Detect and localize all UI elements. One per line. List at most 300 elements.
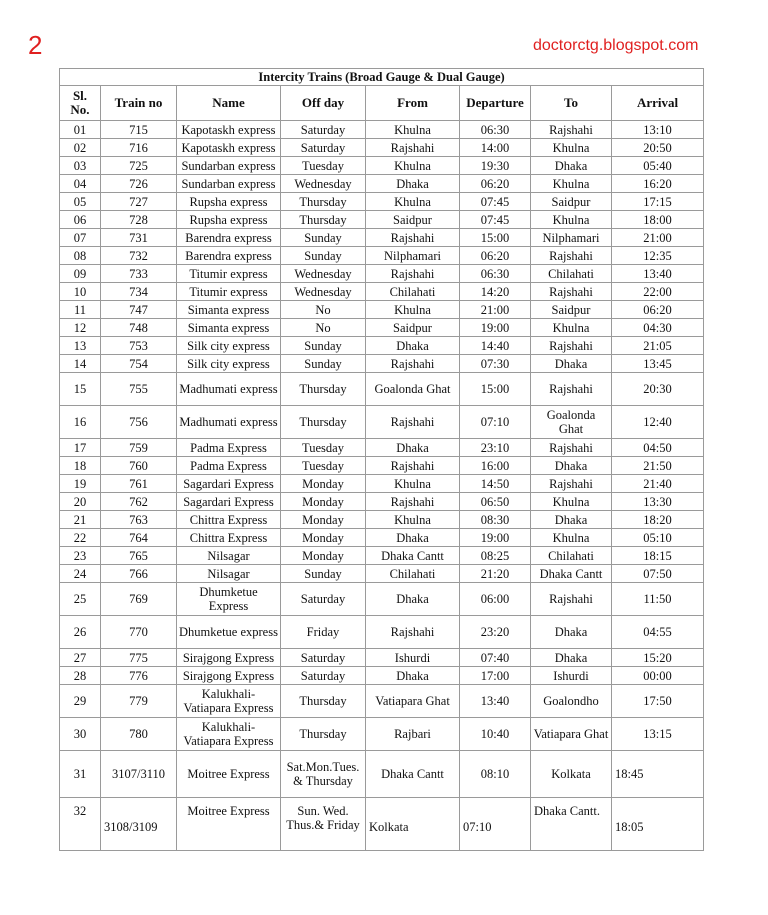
cell-sl: 09 [60, 265, 101, 283]
cell-departure: 19:30 [460, 157, 531, 175]
cell-from: Khulna [366, 157, 460, 175]
cell-arrival: 20:50 [612, 139, 704, 157]
cell-to: Dhaka [531, 457, 612, 475]
cell-departure: 06:20 [460, 175, 531, 193]
site-watermark: doctorctg.blogspot.com [533, 37, 699, 54]
table-row [60, 565, 704, 583]
cell-name: Kapotaskh express [177, 121, 281, 139]
cell-name: Sagardari Express [177, 493, 281, 511]
cell-arrival: 18:20 [612, 511, 704, 529]
cell-off-day: Thursday [281, 373, 366, 406]
cell-to: Chilahati [531, 547, 612, 565]
cell-name: Barendra express [177, 247, 281, 265]
cell-train-no: 3107/3110 [101, 751, 177, 798]
cell-departure: 06:30 [460, 265, 531, 283]
cell-to: Chilahati [531, 265, 612, 283]
cell-to: Dhaka [531, 157, 612, 175]
cell-from: Kolkata [366, 798, 460, 851]
cell-arrival: 17:15 [612, 193, 704, 211]
cell-sl: 24 [60, 565, 101, 583]
cell-arrival: 20:30 [612, 373, 704, 406]
cell-train-no: 762 [101, 493, 177, 511]
table-row [60, 301, 704, 319]
cell-from: Dhaka Cantt [366, 547, 460, 565]
cell-train-no: 775 [101, 649, 177, 667]
cell-departure: 06:20 [460, 247, 531, 265]
cell-departure: 08:10 [460, 751, 531, 798]
cell-to: Rajshahi [531, 439, 612, 457]
table-row [60, 355, 704, 373]
cell-off-day: Saturday [281, 583, 366, 616]
cell-to: Dhaka [531, 616, 612, 649]
cell-departure: 06:50 [460, 493, 531, 511]
cell-train-no: 753 [101, 337, 177, 355]
cell-from: Dhaka [366, 667, 460, 685]
cell-off-day: No [281, 319, 366, 337]
cell-from: Rajbari [366, 718, 460, 751]
cell-from: Rajshahi [366, 265, 460, 283]
cell-off-day: Monday [281, 475, 366, 493]
cell-to: Khulna [531, 139, 612, 157]
table-row [60, 457, 704, 475]
cell-sl: 02 [60, 139, 101, 157]
cell-off-day: Wednesday [281, 265, 366, 283]
cell-departure: 07:40 [460, 649, 531, 667]
cell-off-day: Saturday [281, 649, 366, 667]
cell-off-day: Wednesday [281, 283, 366, 301]
cell-name: Moitree Express [177, 798, 281, 851]
col-header-sl: Sl. No. [60, 86, 101, 121]
cell-departure: 07:45 [460, 211, 531, 229]
cell-train-no: 731 [101, 229, 177, 247]
cell-off-day: Wednesday [281, 175, 366, 193]
cell-off-day: Thursday [281, 685, 366, 718]
cell-train-no: 780 [101, 718, 177, 751]
cell-from: Ishurdi [366, 649, 460, 667]
cell-to: Dhaka [531, 355, 612, 373]
cell-train-no: 716 [101, 139, 177, 157]
cell-departure: 15:00 [460, 229, 531, 247]
cell-to: Dhaka Cantt [531, 565, 612, 583]
cell-name: Kalukhali-Vatiapara Express [177, 718, 281, 751]
cell-from: Khulna [366, 193, 460, 211]
cell-off-day: Monday [281, 547, 366, 565]
cell-departure: 08:30 [460, 511, 531, 529]
cell-train-no: 733 [101, 265, 177, 283]
cell-departure: 23:10 [460, 439, 531, 457]
cell-sl: 32 [60, 798, 101, 851]
cell-to: Goalonda Ghat [531, 406, 612, 439]
train-schedule-table [59, 68, 704, 851]
cell-train-no: 747 [101, 301, 177, 319]
cell-from: Goalonda Ghat [366, 373, 460, 406]
cell-train-no: 761 [101, 475, 177, 493]
cell-arrival: 05:10 [612, 529, 704, 547]
cell-off-day: Sunday [281, 565, 366, 583]
cell-departure: 19:00 [460, 319, 531, 337]
cell-sl: 07 [60, 229, 101, 247]
cell-from: Rajshahi [366, 355, 460, 373]
cell-to: Khulna [531, 319, 612, 337]
table-row [60, 319, 704, 337]
cell-off-day: Sunday [281, 337, 366, 355]
cell-arrival: 05:40 [612, 157, 704, 175]
cell-name: Madhumati express [177, 373, 281, 406]
cell-sl: 19 [60, 475, 101, 493]
cell-sl: 06 [60, 211, 101, 229]
cell-from: Dhaka [366, 583, 460, 616]
cell-departure: 07:30 [460, 355, 531, 373]
cell-arrival: 13:10 [612, 121, 704, 139]
cell-name: Sagardari Express [177, 475, 281, 493]
cell-sl: 21 [60, 511, 101, 529]
cell-train-no: 754 [101, 355, 177, 373]
cell-to: Dhaka [531, 511, 612, 529]
cell-from: Chilahati [366, 283, 460, 301]
cell-departure: 14:50 [460, 475, 531, 493]
cell-name: Simanta express [177, 319, 281, 337]
cell-to: Khulna [531, 493, 612, 511]
cell-off-day: Monday [281, 511, 366, 529]
cell-to: Dhaka Cantt. [531, 798, 612, 851]
cell-sl: 22 [60, 529, 101, 547]
cell-off-day: Tuesday [281, 439, 366, 457]
cell-from: Dhaka [366, 529, 460, 547]
cell-departure: 07:10 [460, 406, 531, 439]
cell-to: Dhaka [531, 649, 612, 667]
cell-departure: 15:00 [460, 373, 531, 406]
cell-arrival: 12:40 [612, 406, 704, 439]
table-row [60, 529, 704, 547]
cell-to: Kolkata [531, 751, 612, 798]
cell-off-day: Thursday [281, 718, 366, 751]
cell-train-no: 763 [101, 511, 177, 529]
cell-from: Chilahati [366, 565, 460, 583]
cell-arrival: 04:55 [612, 616, 704, 649]
cell-from: Nilphamari [366, 247, 460, 265]
cell-to: Rajshahi [531, 121, 612, 139]
table-row [60, 751, 704, 798]
cell-departure: 21:00 [460, 301, 531, 319]
cell-train-no: 760 [101, 457, 177, 475]
cell-name: Rupsha express [177, 211, 281, 229]
col-header-to: To [531, 86, 612, 121]
cell-sl: 03 [60, 157, 101, 175]
cell-off-day: Sun. Wed. Thus.& Friday [281, 798, 366, 851]
cell-from: Khulna [366, 511, 460, 529]
table-row [60, 193, 704, 211]
table-row [60, 685, 704, 718]
cell-from: Rajshahi [366, 406, 460, 439]
cell-arrival: 18:15 [612, 547, 704, 565]
cell-name: Silk city express [177, 337, 281, 355]
cell-train-no: 756 [101, 406, 177, 439]
cell-arrival: 04:50 [612, 439, 704, 457]
cell-sl: 16 [60, 406, 101, 439]
cell-sl: 04 [60, 175, 101, 193]
cell-train-no: 769 [101, 583, 177, 616]
cell-off-day: Thursday [281, 406, 366, 439]
cell-sl: 01 [60, 121, 101, 139]
cell-sl: 05 [60, 193, 101, 211]
cell-from: Saidpur [366, 319, 460, 337]
cell-arrival: 13:15 [612, 718, 704, 751]
cell-sl: 27 [60, 649, 101, 667]
cell-departure: 14:00 [460, 139, 531, 157]
cell-from: Khulna [366, 475, 460, 493]
cell-name: Kalukhali-Vatiapara Express [177, 685, 281, 718]
cell-name: Rupsha express [177, 193, 281, 211]
cell-sl: 29 [60, 685, 101, 718]
cell-name: Nilsagar [177, 547, 281, 565]
cell-train-no: 725 [101, 157, 177, 175]
cell-train-no: 734 [101, 283, 177, 301]
cell-sl: 23 [60, 547, 101, 565]
cell-sl: 18 [60, 457, 101, 475]
table-row [60, 229, 704, 247]
cell-name: Sirajgong Express [177, 649, 281, 667]
cell-to: Vatiapara Ghat [531, 718, 612, 751]
table-row [60, 718, 704, 751]
cell-from: Rajshahi [366, 139, 460, 157]
table-row [60, 373, 704, 406]
cell-arrival: 13:30 [612, 493, 704, 511]
cell-departure: 06:00 [460, 583, 531, 616]
cell-departure: 06:30 [460, 121, 531, 139]
cell-from: Dhaka [366, 439, 460, 457]
cell-name: Titumir express [177, 265, 281, 283]
cell-train-no: 3108/3109 [101, 798, 177, 851]
cell-name: Simanta express [177, 301, 281, 319]
cell-departure: 19:00 [460, 529, 531, 547]
table-row [60, 649, 704, 667]
cell-departure: 07:45 [460, 193, 531, 211]
cell-off-day: Thursday [281, 193, 366, 211]
cell-from: Khulna [366, 301, 460, 319]
cell-sl: 28 [60, 667, 101, 685]
cell-name: Sirajgong Express [177, 667, 281, 685]
cell-off-day: Thursday [281, 211, 366, 229]
cell-from: Vatiapara Ghat [366, 685, 460, 718]
cell-departure: 14:20 [460, 283, 531, 301]
cell-arrival: 17:50 [612, 685, 704, 718]
cell-arrival: 18:05 [612, 798, 704, 851]
cell-train-no: 759 [101, 439, 177, 457]
table-row [60, 283, 704, 301]
cell-name: Dhumketue express [177, 616, 281, 649]
cell-name: Titumir express [177, 283, 281, 301]
cell-sl: 12 [60, 319, 101, 337]
cell-off-day: Tuesday [281, 157, 366, 175]
cell-off-day: Monday [281, 493, 366, 511]
cell-to: Rajshahi [531, 283, 612, 301]
cell-sl: 15 [60, 373, 101, 406]
table-row [60, 547, 704, 565]
cell-to: Saidpur [531, 301, 612, 319]
table-row [60, 493, 704, 511]
cell-train-no: 779 [101, 685, 177, 718]
cell-arrival: 13:45 [612, 355, 704, 373]
cell-arrival: 18:00 [612, 211, 704, 229]
cell-to: Nilphamari [531, 229, 612, 247]
cell-name: Sundarban express [177, 157, 281, 175]
cell-name: Barendra express [177, 229, 281, 247]
cell-off-day: Sat.Mon.Tues. & Thursday [281, 751, 366, 798]
cell-arrival: 21:05 [612, 337, 704, 355]
cell-name: Moitree Express [177, 751, 281, 798]
cell-departure: 10:40 [460, 718, 531, 751]
cell-off-day: Saturday [281, 121, 366, 139]
table-row [60, 439, 704, 457]
cell-off-day: Sunday [281, 229, 366, 247]
cell-arrival: 11:50 [612, 583, 704, 616]
cell-name: Padma Express [177, 457, 281, 475]
cell-name: Sundarban express [177, 175, 281, 193]
cell-arrival: 21:00 [612, 229, 704, 247]
cell-arrival: 00:00 [612, 667, 704, 685]
cell-name: Dhumketue Express [177, 583, 281, 616]
cell-sl: 11 [60, 301, 101, 319]
table-row [60, 175, 704, 193]
cell-name: Kapotaskh express [177, 139, 281, 157]
cell-train-no: 728 [101, 211, 177, 229]
cell-off-day: Saturday [281, 667, 366, 685]
cell-name: Madhumati express [177, 406, 281, 439]
cell-from: Dhaka [366, 337, 460, 355]
cell-arrival: 13:40 [612, 265, 704, 283]
table-row [60, 121, 704, 139]
cell-to: Rajshahi [531, 337, 612, 355]
table-row [60, 475, 704, 493]
table-row [60, 157, 704, 175]
table-row [60, 511, 704, 529]
cell-sl: 14 [60, 355, 101, 373]
cell-from: Rajshahi [366, 493, 460, 511]
cell-off-day: Sunday [281, 355, 366, 373]
cell-train-no: 726 [101, 175, 177, 193]
cell-name: Padma Express [177, 439, 281, 457]
cell-off-day: No [281, 301, 366, 319]
column-header-row [60, 86, 704, 121]
cell-to: Khulna [531, 211, 612, 229]
cell-to: Ishurdi [531, 667, 612, 685]
cell-train-no: 770 [101, 616, 177, 649]
cell-departure: 23:20 [460, 616, 531, 649]
table-title: Intercity Trains (Broad Gauge & Dual Gauge) [60, 69, 704, 86]
col-header-off-day: Off day [281, 86, 366, 121]
cell-arrival: 18:45 [612, 751, 704, 798]
cell-arrival: 16:20 [612, 175, 704, 193]
cell-train-no: 727 [101, 193, 177, 211]
cell-arrival: 07:50 [612, 565, 704, 583]
table-row [60, 247, 704, 265]
col-header-from: From [366, 86, 460, 121]
cell-sl: 17 [60, 439, 101, 457]
cell-arrival: 06:20 [612, 301, 704, 319]
cell-departure: 21:20 [460, 565, 531, 583]
cell-from: Rajshahi [366, 457, 460, 475]
cell-departure: 07:10 [460, 798, 531, 851]
cell-departure: 13:40 [460, 685, 531, 718]
cell-from: Khulna [366, 121, 460, 139]
table-row [60, 337, 704, 355]
cell-train-no: 766 [101, 565, 177, 583]
cell-arrival: 21:40 [612, 475, 704, 493]
cell-to: Rajshahi [531, 247, 612, 265]
table-row [60, 616, 704, 649]
table-row [60, 798, 704, 851]
col-header-departure: Departure [460, 86, 531, 121]
cell-to: Rajshahi [531, 583, 612, 616]
col-header-train-no: Train no [101, 86, 177, 121]
cell-off-day: Friday [281, 616, 366, 649]
cell-off-day: Monday [281, 529, 366, 547]
cell-sl: 10 [60, 283, 101, 301]
cell-train-no: 755 [101, 373, 177, 406]
cell-off-day: Tuesday [281, 457, 366, 475]
cell-train-no: 748 [101, 319, 177, 337]
table-row [60, 265, 704, 283]
cell-sl: 13 [60, 337, 101, 355]
cell-off-day: Sunday [281, 247, 366, 265]
cell-train-no: 715 [101, 121, 177, 139]
cell-from: Rajshahi [366, 616, 460, 649]
cell-off-day: Saturday [281, 139, 366, 157]
table-row [60, 667, 704, 685]
cell-sl: 31 [60, 751, 101, 798]
cell-sl: 25 [60, 583, 101, 616]
cell-sl: 08 [60, 247, 101, 265]
cell-from: Rajshahi [366, 229, 460, 247]
cell-name: Chittra Express [177, 529, 281, 547]
cell-to: Saidpur [531, 193, 612, 211]
cell-to: Rajshahi [531, 475, 612, 493]
col-header-arrival: Arrival [612, 86, 704, 121]
page-number: 2 [28, 30, 43, 60]
cell-name: Chittra Express [177, 511, 281, 529]
table-row [60, 211, 704, 229]
cell-arrival: 21:50 [612, 457, 704, 475]
cell-departure: 08:25 [460, 547, 531, 565]
cell-sl: 26 [60, 616, 101, 649]
cell-to: Khulna [531, 529, 612, 547]
cell-departure: 14:40 [460, 337, 531, 355]
cell-to: Rajshahi [531, 373, 612, 406]
cell-sl: 30 [60, 718, 101, 751]
cell-train-no: 764 [101, 529, 177, 547]
cell-to: Khulna [531, 175, 612, 193]
cell-departure: 17:00 [460, 667, 531, 685]
table-row [60, 139, 704, 157]
cell-name: Silk city express [177, 355, 281, 373]
cell-name: Nilsagar [177, 565, 281, 583]
cell-from: Dhaka Cantt [366, 751, 460, 798]
cell-to: Goalondho [531, 685, 612, 718]
cell-from: Dhaka [366, 175, 460, 193]
cell-from: Saidpur [366, 211, 460, 229]
cell-train-no: 732 [101, 247, 177, 265]
cell-train-no: 776 [101, 667, 177, 685]
col-header-name: Name [177, 86, 281, 121]
cell-sl: 20 [60, 493, 101, 511]
cell-departure: 16:00 [460, 457, 531, 475]
cell-arrival: 12:35 [612, 247, 704, 265]
table-row [60, 406, 704, 439]
cell-arrival: 04:30 [612, 319, 704, 337]
table-row [60, 583, 704, 616]
cell-train-no: 765 [101, 547, 177, 565]
cell-arrival: 22:00 [612, 283, 704, 301]
